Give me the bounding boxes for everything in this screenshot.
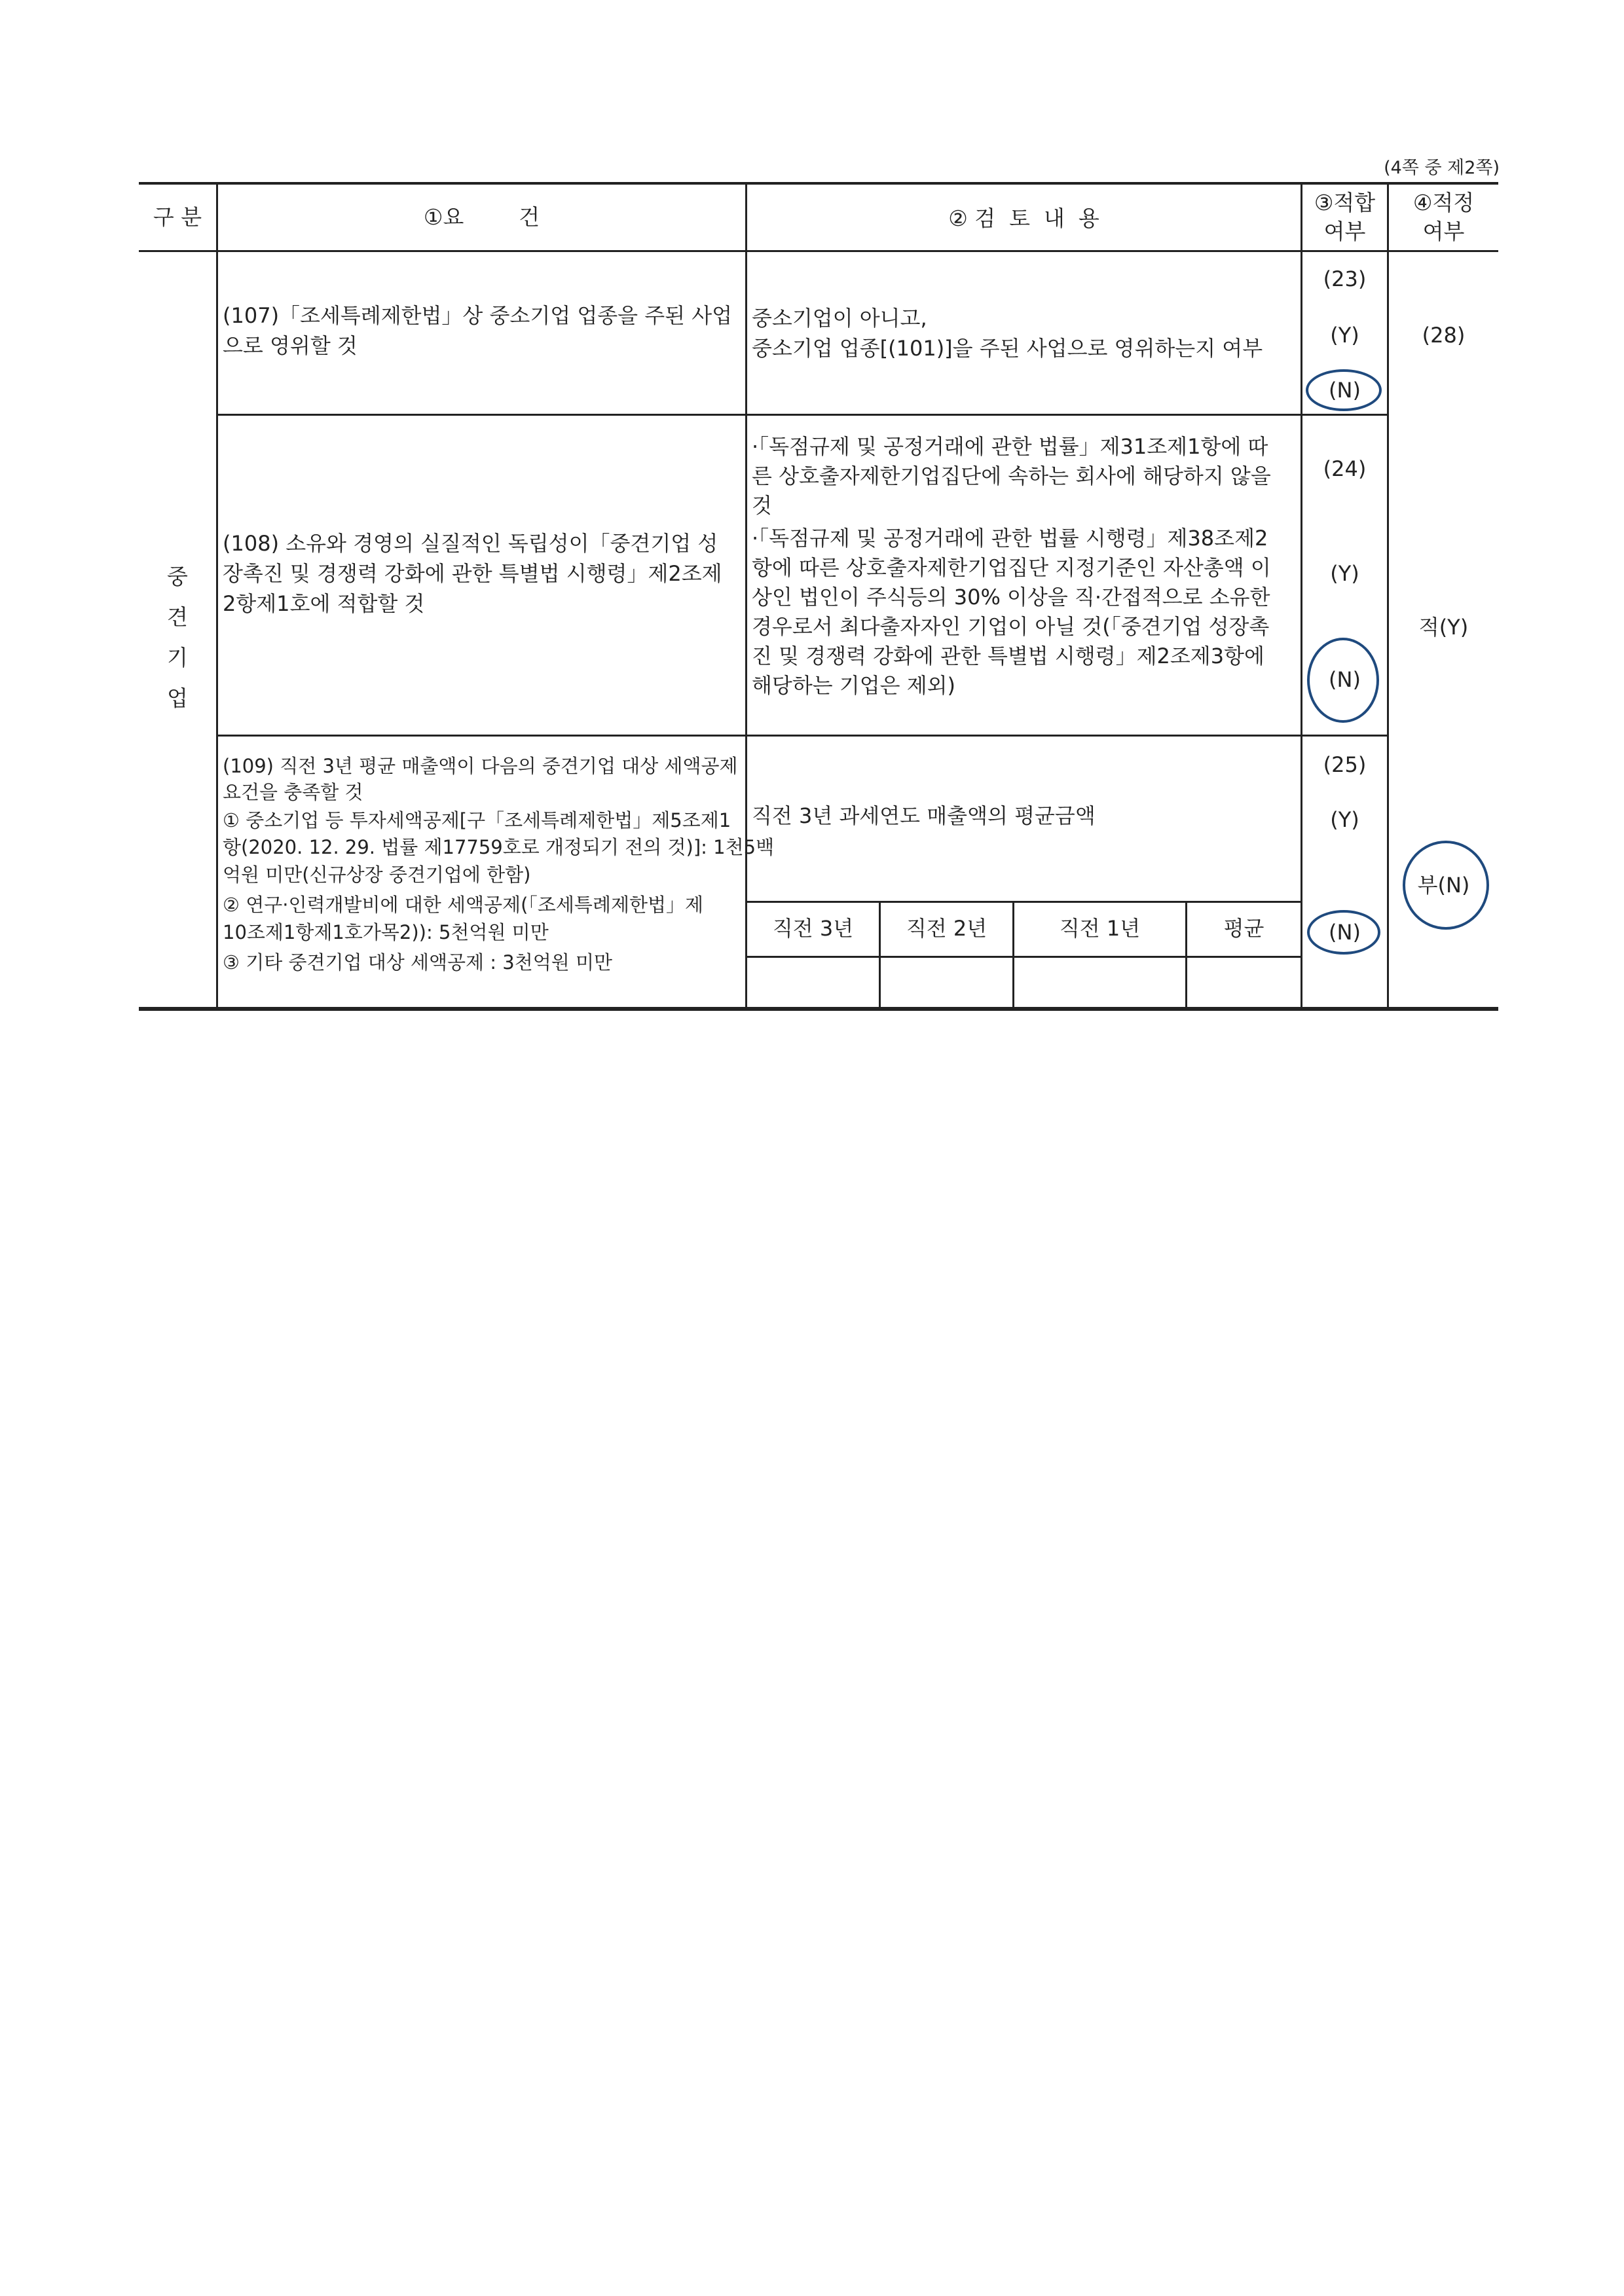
pen-circle-mark bbox=[1403, 841, 1489, 930]
sales-header-average: 평균 bbox=[1223, 916, 1264, 941]
header-review: ② 검 토 내 용 bbox=[948, 206, 1099, 231]
proper-no: 부(N) bbox=[1417, 873, 1470, 898]
row-divider bbox=[216, 735, 1388, 737]
header-requirement: ①요 건 bbox=[423, 204, 540, 230]
row-divider bbox=[216, 414, 1388, 416]
requirement-107-line: (107)「조세특례제한법」상 중소기업 업종을 주된 사업 bbox=[223, 303, 733, 328]
header-divider bbox=[139, 250, 1498, 252]
fit-no-109: (N) bbox=[1329, 920, 1361, 945]
fit-code-24: (24) bbox=[1323, 456, 1367, 481]
header-fit-line2: 여부 bbox=[1323, 219, 1366, 244]
review-108-line: 경우로서 최다출자자인 기업이 아닐 것(「중견기업 성장촉 bbox=[752, 614, 1270, 639]
pen-circle-mark bbox=[1307, 638, 1379, 723]
fit-yes-109: (Y) bbox=[1330, 807, 1359, 832]
pen-circle-mark bbox=[1306, 369, 1382, 411]
requirement-109-line: (109) 직전 3년 평균 매출액이 다음의 중견기업 대상 세액공제 bbox=[223, 755, 738, 777]
requirement-109-line: ① 중소기업 등 투자세액공제[구「조세특례제한법」제5조제1 bbox=[223, 809, 731, 831]
pen-circle-mark bbox=[1307, 910, 1380, 955]
grid-line bbox=[1301, 185, 1302, 1010]
review-108-line: 상인 법인이 주식등의 30% 이상을 직·간접적으로 소유한 bbox=[752, 585, 1270, 610]
fit-no-107: (N) bbox=[1329, 378, 1361, 403]
sales-cell-2y[interactable] bbox=[881, 958, 1012, 1010]
sales-header-2y: 직전 2년 bbox=[906, 916, 987, 941]
proper-code-28: (28) bbox=[1422, 323, 1466, 348]
review-108-line: 른 상호출자제한기업집단에 속하는 회사에 해당하지 않을 bbox=[752, 464, 1271, 488]
requirement-107-line: 으로 영위할 것 bbox=[223, 333, 358, 358]
review-108-line: 것 bbox=[752, 493, 772, 518]
header-proper-line1: ④적정 bbox=[1412, 190, 1475, 215]
review-108-line: 항에 따른 상호출자제한기업집단 지정기준인 자산총액 이 bbox=[752, 555, 1271, 580]
review-109-line: 직전 3년 과세연도 매출액의 평균금액 bbox=[752, 803, 1096, 828]
review-108-line: 진 및 경쟁력 강화에 관한 특별법 시행령」제2조제3항에 bbox=[752, 644, 1264, 668]
header-fit-line1: ③적합 bbox=[1314, 190, 1376, 215]
fit-yes-107: (Y) bbox=[1330, 323, 1359, 348]
proper-yes: 적(Y) bbox=[1418, 615, 1469, 640]
category-label: 중 견 기 업 bbox=[167, 564, 188, 711]
review-107-line: 중소기업 업종[(101)]을 주된 사업으로 영위하는지 여부 bbox=[752, 336, 1263, 361]
header-category: 구 분 bbox=[153, 204, 202, 230]
review-108-line: ·「독점규제 및 공정거래에 관한 법률」제31조제1항에 따 bbox=[752, 434, 1268, 459]
fit-yes-108: (Y) bbox=[1330, 561, 1359, 586]
requirement-109-line: 10조제1항제1호가목2)): 5천억원 미만 bbox=[223, 921, 549, 943]
grid-line bbox=[216, 185, 218, 1010]
sales-header-3y: 직전 3년 bbox=[772, 916, 854, 941]
fit-code-25: (25) bbox=[1323, 752, 1367, 777]
review-108-line: 해당하는 기업은 제외) bbox=[752, 673, 956, 698]
header-proper-line2: 여부 bbox=[1422, 219, 1465, 244]
requirement-108-line: 장촉진 및 경쟁력 강화에 관한 특별법 시행령」제2조제 bbox=[223, 561, 722, 586]
requirement-109-line: ② 연구·인력개발비에 대한 세액공제(「조세특례제한법」제 bbox=[223, 894, 703, 916]
requirement-108-line: 2항제1호에 적합할 것 bbox=[223, 591, 425, 616]
sales-cell-1y[interactable] bbox=[1014, 958, 1185, 1010]
fit-code-23: (23) bbox=[1323, 266, 1367, 291]
sales-header-1y: 직전 1년 bbox=[1059, 916, 1141, 941]
review-table bbox=[139, 182, 1498, 1011]
page-number-label: (4쪽 중 제2쪽) bbox=[1384, 158, 1500, 178]
grid-line bbox=[745, 185, 747, 1010]
sales-cell-3y[interactable] bbox=[747, 958, 879, 1010]
review-107-line: 중소기업이 아니고, bbox=[752, 306, 927, 331]
requirement-109-line: 요건을 충족할 것 bbox=[223, 781, 363, 803]
review-108-line: ·「독점규제 및 공정거래에 관한 법률 시행령」제38조제2 bbox=[752, 526, 1268, 551]
sales-cell-average[interactable] bbox=[1187, 958, 1301, 1010]
requirement-109-line: 항(2020. 12. 29. 법률 제17759호로 개정되기 전의 것)]: 1천5백 bbox=[223, 836, 775, 858]
requirement-109-line: ③ 기타 중견기업 대상 세액공제 : 3천억원 미만 bbox=[223, 951, 612, 974]
requirement-108-line: (108) 소유와 경영의 실질적인 독립성이「중견기업 성 bbox=[223, 531, 718, 556]
requirement-109-line: 억원 미만(신규상장 중견기업에 한함) bbox=[223, 864, 531, 886]
fit-no-108: (N) bbox=[1329, 667, 1361, 692]
sales-header-top bbox=[745, 901, 1302, 903]
